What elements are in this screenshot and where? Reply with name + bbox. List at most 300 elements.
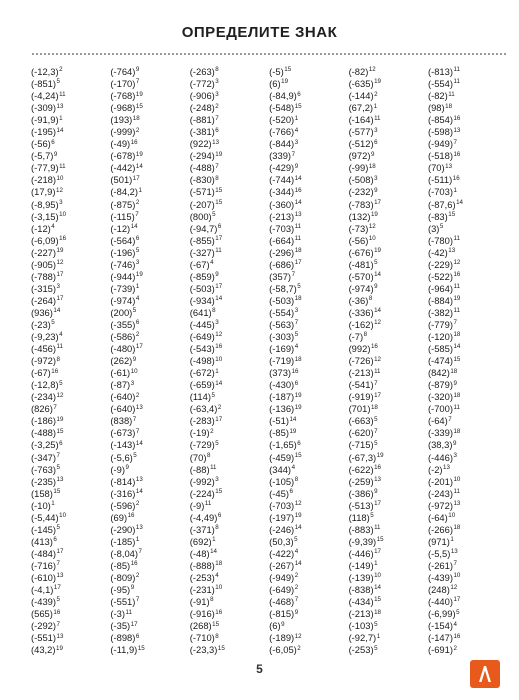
expression-cell [110,476,189,488]
expression-base: (-5,6) [110,451,133,463]
expression-exponent: 8 [215,66,219,74]
expression-base: (-94,7) [189,222,218,234]
expression-cell [428,259,507,271]
expression-cell [349,536,428,548]
expression-base: (922) [189,138,212,150]
expression-base: (-164) [348,114,374,126]
expression-exponent: 7 [291,271,296,279]
expression-base: (-664) [269,234,295,246]
expression-exponent: 1 [215,367,219,375]
expression-cell [349,415,428,427]
expression-cell [31,548,110,560]
expression-base: (-67,3) [348,451,377,463]
expression-base: (-445) [189,318,215,330]
expression-exponent: 5 [374,439,378,447]
expression-base: (-883) [348,523,374,535]
expression-base: (-783) [348,198,374,210]
expression-base: (373) [269,367,292,379]
expression-cell [349,102,428,114]
expression-base: (-77,9) [31,162,59,174]
expression-base: (-429) [269,162,295,174]
expression-cell [31,584,110,596]
expression-cell [110,452,189,464]
expression-cell [31,403,110,415]
expression-exponent: 11 [448,90,455,98]
expression-exponent: 6 [135,235,140,243]
expression-exponent: 3 [374,126,378,134]
expression-base: (-42) [427,246,448,258]
expression-cell [190,78,269,90]
expression-base: (-548) [269,102,295,114]
expression-exponent: 15 [376,536,384,544]
expression-base: (114) [189,391,211,403]
expression-cell [428,295,507,307]
expression-base: (-440) [427,596,453,608]
expression-cell [110,138,189,150]
expression-base: (-620) [348,427,374,439]
expression-cell [349,572,428,584]
expression-base: (-640) [110,403,136,415]
expression-cell [31,150,110,162]
expression-base: (-386) [348,487,374,499]
expression-cell [428,162,507,174]
expression-exponent: 19 [294,512,302,520]
expression-cell [269,114,348,126]
expression-exponent: 1 [294,114,299,122]
expression-exponent: 2 [294,572,299,580]
expression-cell [428,211,507,223]
expression-base: (-3,15) [31,210,59,222]
expression-exponent: 18 [453,524,461,532]
expression-cell [31,283,110,295]
expression-exponent: 12 [450,584,458,592]
expression-cell [349,271,428,283]
expression-exponent: 15 [453,355,461,363]
expression-base: (132) [348,210,371,222]
expression-cell [269,464,348,476]
expression-exponent: 10 [215,584,223,592]
expression-cell [428,524,507,536]
expression-base: (-851) [31,78,57,90]
expression-cell [428,78,507,90]
expression-exponent: 14 [374,271,381,279]
expression-exponent: 18 [374,608,381,616]
expression-base: (-739) [110,282,136,294]
expression-base: (-149) [348,559,374,571]
expression-base: (-700) [427,403,453,415]
expression-base: (-649) [189,331,215,343]
expression-base: (17,9) [31,186,56,198]
expression-base: (-12,8) [31,379,59,391]
expression-exponent: 6 [51,138,55,146]
expression-exponent: 18 [450,367,458,375]
expression-exponent: 7 [135,427,140,435]
expression-exponent: 16 [215,608,223,616]
expression-cell [269,186,348,198]
expression-exponent: 19 [56,415,64,423]
expression-cell [31,199,110,211]
expression-base: (-511) [427,174,453,186]
expression-exponent: 5 [374,259,378,267]
expression-exponent: 1 [453,186,457,194]
expression-cell [110,632,189,644]
expression-base: (-949) [427,138,453,150]
expression-exponent: 8 [212,307,216,315]
expression-cell [349,512,428,524]
expression-base: (800) [189,210,212,222]
expression-exponent: 15 [294,451,302,459]
expression-base: (-640) [110,391,136,403]
expression-exponent: 11 [374,524,381,532]
expression-base: (-88) [189,463,210,475]
expression-cell [31,536,110,548]
expression-cell [269,235,348,247]
expression-cell [269,379,348,391]
expression-base: (-36) [348,294,369,306]
expression-cell [110,644,189,656]
expression-base: (-8,95) [31,198,59,210]
expression-cell [31,452,110,464]
expression-exponent: 18 [453,331,461,339]
expression-exponent: 7 [215,162,219,170]
expression-base: (-551) [31,632,57,644]
expression-cell [110,259,189,271]
expression-exponent: 11 [374,114,381,122]
expression-cell [110,620,189,632]
expression-cell [428,319,507,331]
expression-base: (-253) [189,571,215,583]
expression-base: (43,2) [31,644,56,656]
expression-base: (-11,9) [110,644,138,656]
expression-base: (-58,7) [269,282,297,294]
expression-exponent: 2 [135,331,140,339]
expression-base: (-4,24) [31,90,59,102]
expression-base: (-512) [348,138,374,150]
expression-cell [269,319,348,331]
expression-exponent: 3 [294,307,299,315]
expression-base: (-972) [427,499,453,511]
expression-exponent: 1 [59,114,63,122]
expression-exponent: 12 [56,391,64,399]
expression-base: (-488) [189,162,215,174]
expression-cell [428,138,507,150]
expression-exponent: 7 [135,78,140,86]
expression-cell [190,295,269,307]
expression-exponent: 11 [453,403,460,411]
expression-base: (-488) [31,427,57,439]
expression-base: (701) [348,403,371,415]
exercise-table [31,66,511,656]
expression-exponent: 10 [453,572,461,580]
expression-base: (-972) [31,355,57,367]
expression-exponent: 9 [374,283,378,291]
expression-exponent: 9 [53,150,58,158]
expression-exponent: 13 [56,476,64,483]
expression-exponent: 16 [130,138,138,146]
expression-cell [190,403,269,415]
expression-base: (-949) [269,571,295,583]
expression-cell [349,500,428,512]
expression-base: (-264) [31,294,57,306]
expression-base: (-772) [189,78,215,90]
expression-exponent: 16 [59,235,67,243]
expression-cell [349,138,428,150]
expression-base: (-520) [269,114,295,126]
expression-cell [428,355,507,367]
expression-exponent: 16 [130,560,138,568]
expression-exponent: 9 [132,355,137,363]
expression-exponent: 14 [294,198,302,206]
expression-cell [269,66,348,78]
expression-cell [31,223,110,235]
expression-exponent: 11 [453,66,460,74]
expression-cell [110,512,189,524]
expression-cell [110,343,189,355]
expression-cell [349,464,428,476]
expression-exponent: 7 [294,319,299,327]
expression-base: (3) [427,222,440,234]
expression-exponent: 9 [370,150,375,158]
expression-exponent: 12 [294,500,302,508]
expression-exponent: 5 [374,644,378,652]
expression-cell [269,524,348,536]
expression-exponent: 6 [289,488,293,496]
expression-cell [269,355,348,367]
expression-exponent: 1 [138,186,142,194]
expression-exponent: 7 [56,560,60,568]
expression-cell [110,283,189,295]
expression-exponent: 10 [368,235,376,243]
expression-cell [349,162,428,174]
expression-exponent: 14 [135,488,143,496]
expression-cell [31,488,110,500]
expression-exponent: 9 [453,379,457,387]
expression-base: (-87) [110,379,131,391]
expression-base: (-968) [110,102,136,114]
expression-base: (-430) [269,379,295,391]
expression-cell [349,391,428,403]
expression-base: (-9,39) [348,535,377,547]
expression-exponent: 2 [135,126,140,134]
expression-exponent: 13 [374,476,381,483]
expression-base: (-248) [189,102,215,114]
expression-cell [110,162,189,174]
expression-base: (-136) [269,403,295,415]
expression-exponent: 12 [453,259,461,267]
expression-base: (-381) [189,126,215,138]
expression-base: (-218) [31,174,57,186]
expression-cell [190,319,269,331]
expression-base: (-120) [427,331,453,343]
expression-exponent: 6 [53,536,57,544]
expression-cell [190,259,269,271]
expression-base: (-7) [348,331,364,343]
expression-base: (826) [31,403,53,415]
expression-cell [269,223,348,235]
expression-exponent: 10 [56,174,64,182]
expression-exponent: 14 [374,584,381,592]
expression-exponent: 6 [294,379,299,387]
expression-exponent: 2 [453,644,457,652]
expression-exponent: 13 [453,126,461,134]
expression-exponent: 11 [56,343,63,351]
expression-base: (-19) [189,427,210,439]
expression-base: (-263) [189,66,215,77]
expression-base: (-154) [427,620,453,632]
expression-base: (-503) [189,282,215,294]
expression-exponent: 6 [297,439,301,447]
expression-base: (-5,5) [427,547,451,559]
expression-base: (-663) [348,415,374,427]
expression-base: (-320) [427,391,453,403]
expression-cell [269,439,348,451]
expression-exponent: 17 [374,391,381,399]
expression-cell [269,644,348,656]
expression-base: (-780) [427,234,453,246]
expression-cell [428,150,507,162]
expression-cell [428,271,507,283]
expression-base: (-571) [189,186,215,198]
expression-cell [349,223,428,235]
expression-exponent: 8 [368,295,373,303]
expression-exponent: 16 [453,271,461,279]
expression-base: (-82) [427,90,448,102]
expression-exponent: 10 [448,512,456,520]
expression-cell [110,66,189,78]
expression-exponent: 15 [284,66,292,74]
expression-cell [269,259,348,271]
expression-exponent: 5 [374,415,378,423]
expression-cell [110,500,189,512]
expression-exponent: 3 [59,198,63,206]
expression-base: (-442) [110,162,136,174]
expression-cell [269,536,348,548]
expression-exponent: 3 [215,90,219,98]
expression-exponent: 13 [56,572,64,580]
expression-exponent: 11 [294,235,302,243]
expression-exponent: 16 [452,174,460,182]
expression-cell [190,560,269,572]
expression-exponent: 3 [56,283,60,291]
expression-exponent: 7 [453,560,457,568]
expression-exponent: 2 [59,66,63,74]
expression-base: (842) [427,367,450,379]
expression-base: (50,3) [269,535,294,547]
expression-exponent: 13 [135,476,143,483]
expression-cell [110,596,189,608]
expression-base: (-360) [269,198,295,210]
expression-cell [110,102,189,114]
expression-base: (-522) [427,270,453,282]
expression-exponent: 5 [51,319,55,327]
expression-exponent: 8 [215,632,219,640]
expression-cell [190,584,269,596]
expression-cell [190,126,269,138]
expression-cell [190,391,269,403]
expression-exponent: 15 [137,644,145,652]
expression-cell [428,391,507,403]
expression-exponent: 9 [374,186,378,194]
expression-cell [428,114,507,126]
expression-cell [190,572,269,584]
expression-exponent: 16 [370,343,378,351]
expression-base: (-12,3) [31,66,59,77]
expression-cell [31,355,110,367]
expression-cell [428,415,507,427]
expression-base: (-309) [31,102,57,114]
expression-cell [110,211,189,223]
expression-exponent: 6 [374,138,378,146]
expression-exponent: 16 [453,150,461,158]
expression-base: (-854) [427,114,453,126]
expression-cell [110,572,189,584]
expression-cell [428,102,507,114]
expression-exponent: 2 [297,644,301,652]
expression-exponent: 16 [453,114,461,122]
expression-exponent: 18 [453,391,461,399]
expression-cell [31,524,110,536]
expression-base: (-5,44) [31,511,59,523]
expression-cell [428,464,507,476]
expression-cell [269,295,348,307]
expression-exponent: 11 [453,283,460,291]
expression-exponent: 16 [51,367,59,375]
expression-exponent: 6 [217,512,222,520]
expression-base: (-23) [31,318,51,330]
expression-exponent: 15 [56,427,64,435]
expression-cell [110,524,189,536]
expression-exponent: 12 [368,66,376,74]
expression-exponent: 16 [453,632,461,640]
expression-exponent: 3 [374,174,378,182]
expression-base: (992) [348,343,371,355]
expression-cell [110,415,189,427]
expression-base: (-710) [189,632,215,644]
expression-cell [269,608,348,620]
expression-cell [190,379,269,391]
expression-base: (70) [427,162,445,174]
expression-base: (-147) [427,632,453,644]
expression-cell [110,439,189,451]
expression-cell [428,548,507,560]
expression-base: (-3,25) [31,439,59,451]
expression-exponent: 13 [448,247,456,255]
expression-cell [190,632,269,644]
expression-cell [190,500,269,512]
expression-base: (-6,09) [31,234,59,246]
expression-base: (-622) [348,463,374,475]
expression-base: (-481) [348,258,374,270]
column-3 [190,66,269,656]
expression-exponent: 10 [59,512,67,520]
expression-base: (-446) [427,451,453,463]
expression-cell [428,367,507,379]
expression-exponent: 13 [212,138,220,146]
expression-cell [31,415,110,427]
expression-base: (-906) [189,90,215,102]
expression-exponent: 1 [135,283,140,291]
expression-base: (-779) [427,318,453,330]
expression-base: (-676) [348,246,374,258]
expression-base: (-879) [427,379,453,391]
expression-cell [428,452,507,464]
expression-exponent: 14 [210,548,217,556]
expression-base: (-344) [269,186,295,198]
expression-exponent: 14 [215,379,223,387]
expression-cell [31,367,110,379]
expression-cell [269,560,348,572]
expression-exponent: 3 [135,259,140,267]
